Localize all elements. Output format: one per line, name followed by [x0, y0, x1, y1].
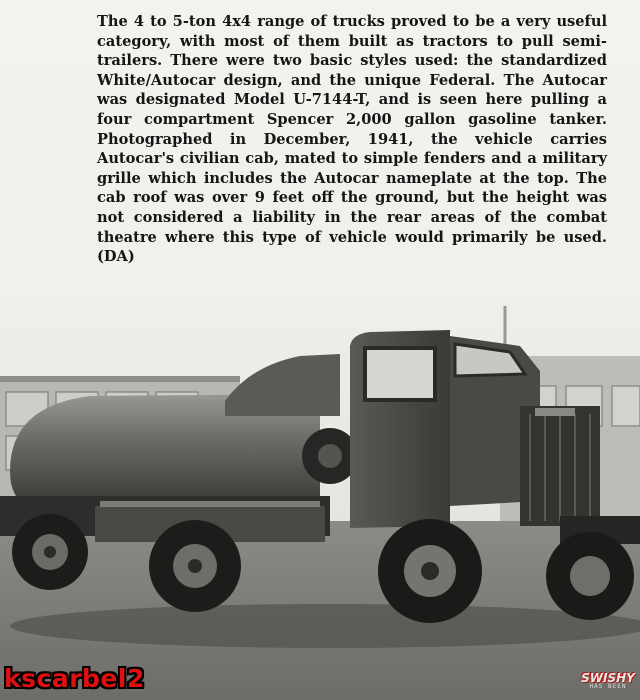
watermark-logo-top: SWISHY [581, 671, 635, 685]
truck-photo [0, 296, 640, 700]
photo-caption: The 4 to 5-ton 4x4 range of trucks proved to be a very useful category, with most of them built as tractors to pull semi-trailers. There were two basic styles used: the standardized White/Autocar design, and the unique Federal. The Autocar was designated Model U-7144-T, and is seen here pulling a four compartment Spencer 2,000 gallon gasoline tanker. Photographed in December, 1941, the vehicle carries Autocar's civilian cab, mated to simple fenders and a military grille which includes the Autocar nameplate at the top. The cab roof was over 9 feet off the ground, but the height was not considered a liability in the rear areas of the combat theatre where this type of vehicle would primarily be used. (DA) [97, 13, 607, 266]
watermark-username: kscarbel2 [4, 664, 145, 693]
watermark-logo-bottom: HAS BEEN [589, 683, 627, 690]
watermark-logo [580, 672, 636, 696]
